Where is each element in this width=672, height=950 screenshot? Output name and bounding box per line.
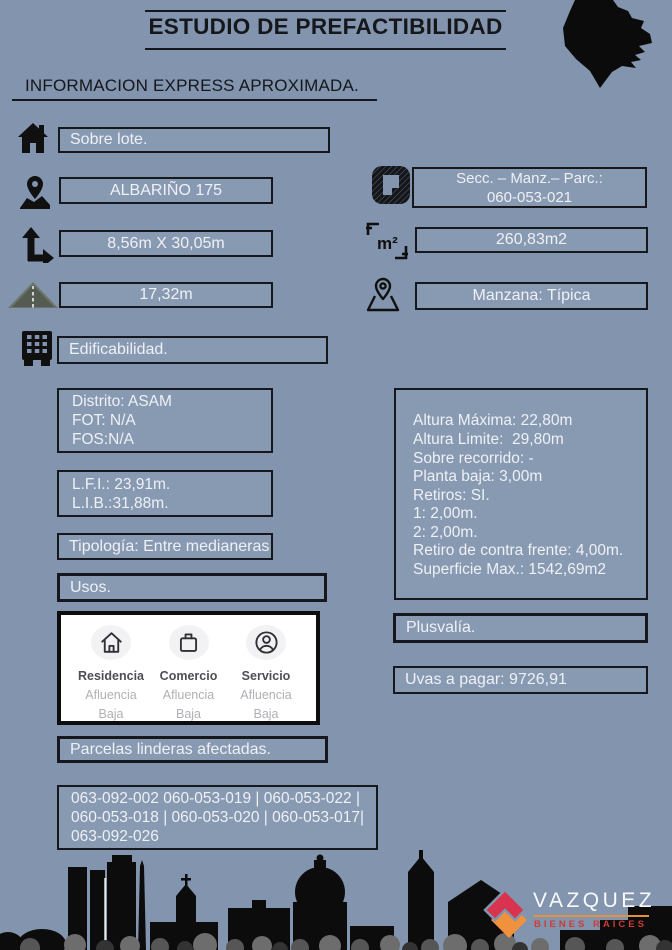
lfi-box xyxy=(57,470,273,517)
area-value: 260,83m2 xyxy=(495,231,568,248)
lot-dimensions-box xyxy=(59,230,273,257)
lib-line: L.I.B.:31,88m. xyxy=(72,494,169,512)
district-map-silhouette xyxy=(562,0,672,95)
uso-afluencia: Afluencia xyxy=(85,688,137,702)
superficie-max: Superficie Max.: 1542,69m2 xyxy=(413,561,606,579)
district-box xyxy=(57,388,273,453)
tipologia-value: Tipología: Entre medianeras xyxy=(69,537,270,555)
edificabilidad-label: Edificabilidad. xyxy=(69,341,168,358)
parcela-line: 063-092-026 xyxy=(71,828,159,845)
frontage-box xyxy=(59,282,273,308)
uso-name: Residencia xyxy=(77,669,144,683)
lfi-line: L.F.I.: 23,91m. xyxy=(72,475,171,493)
section-sobre-lote xyxy=(58,127,330,153)
building-icon xyxy=(22,331,52,366)
uso-nivel: Baja xyxy=(175,707,202,721)
planta-baja: Planta baja: 3,00m xyxy=(413,468,543,486)
altura-limite: Altura Limite: 29,80m xyxy=(413,430,564,448)
fos-line: FOS:N/A xyxy=(72,431,135,448)
home-outline-icon xyxy=(98,629,125,656)
vazquez-logo-icon xyxy=(479,884,535,940)
uvas-box xyxy=(393,666,648,694)
logo-divider xyxy=(533,915,649,917)
uso-name: Servicio xyxy=(241,669,291,683)
frontage-value: 17,32m xyxy=(139,286,193,303)
uvas-value: Uvas a pagar: 9726,91 xyxy=(405,671,567,688)
manzana-map-icon xyxy=(366,276,400,312)
district-line: Distrito: ASAM xyxy=(72,393,172,410)
logo-tagline: BIENES RAICES xyxy=(534,919,647,930)
area-box xyxy=(415,227,648,253)
altura-maxima: Altura Máxima: 22,80m xyxy=(413,412,573,430)
usos-card xyxy=(57,611,320,725)
uso-name: Comercio xyxy=(159,669,218,683)
uso-nivel: Baja xyxy=(253,707,279,721)
lot-dimensions-value: 8,56m X 30,05m xyxy=(107,234,225,252)
sobre-lote-label: Sobre lote. xyxy=(70,131,148,148)
secc-manz-parc-label: Secc. – Manz.– Parc.: xyxy=(456,169,603,187)
svg-text:m²: m² xyxy=(377,234,398,253)
secc-manz-parc-value: 060-053-021 xyxy=(486,188,573,206)
section-edificabilidad xyxy=(57,336,328,364)
manzana-box xyxy=(415,282,648,310)
manzana-value: Manzana: Típica xyxy=(472,287,591,304)
page-title: ESTUDIO DE PREFACTIBILIDAD xyxy=(148,14,503,39)
parcelas-linderas-label: Parcelas linderas afectadas. xyxy=(70,740,271,758)
title-rule-top xyxy=(145,10,506,12)
logo-name: VAZQUEZ xyxy=(533,889,656,912)
address-box xyxy=(59,177,273,204)
uso-residencia xyxy=(73,625,149,721)
tipologia-box xyxy=(57,533,273,560)
house-icon xyxy=(18,123,48,154)
uso-comercio xyxy=(151,625,227,721)
uso-servicio xyxy=(228,625,304,721)
retiro-2: 2: 2,00m. xyxy=(413,523,478,541)
section-usos xyxy=(57,573,327,602)
fot-line: FOT: N/A xyxy=(72,412,136,429)
square-meters-icon xyxy=(366,222,408,260)
road-icon xyxy=(8,282,58,308)
plusvalia-label: Plusvalía. xyxy=(406,619,476,636)
address-value: ALBARIÑO 175 xyxy=(109,181,223,199)
title-rule-bottom xyxy=(145,48,506,50)
sobre-recorrido: Sobre recorrido: - xyxy=(413,449,534,467)
person-circle-icon xyxy=(253,629,280,656)
parcelas-linderas-list xyxy=(57,785,378,850)
bag-outline-icon xyxy=(175,629,202,656)
section-plusvalia xyxy=(393,613,648,643)
usos-label: Usos. xyxy=(70,578,111,596)
uso-nivel: Baja xyxy=(98,707,124,721)
retiros: Retiros: SI. xyxy=(413,486,490,504)
retiro-contra-frente: Retiro de contra frente: 4,00m. xyxy=(413,542,624,560)
building-rules-box xyxy=(394,388,648,600)
retiro-1: 1: 2,00m. xyxy=(413,505,478,523)
subtitle: INFORMACION EXPRESS APROXIMADA. xyxy=(25,76,359,95)
secc-manz-parc-box xyxy=(412,167,647,208)
map-pin-icon xyxy=(20,176,50,209)
turn-arrows-icon xyxy=(20,227,54,263)
uso-afluencia: Afluencia xyxy=(162,688,215,702)
section-parcelas-linderas xyxy=(57,736,328,763)
uso-afluencia: Afluencia xyxy=(240,688,292,702)
parcela-line: 060-053-018 | 060-053-020 | 060-053-017| xyxy=(71,809,365,826)
subtitle-rule xyxy=(12,99,377,101)
parcela-line: 063-092-002 060-053-019 | 060-053-022 | xyxy=(71,790,360,807)
parcel-hatched-icon xyxy=(371,164,411,207)
